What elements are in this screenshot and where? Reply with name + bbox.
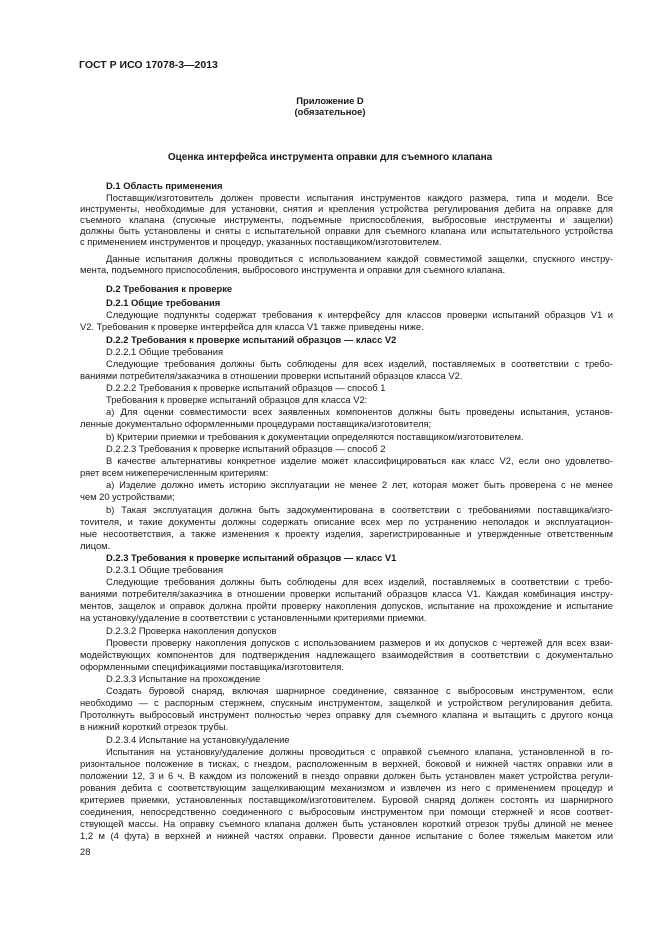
- main-title: Оценка интерфейса инструмента оправки для съемного клапана: [167, 152, 493, 163]
- section-heading: D.1 Область применения: [106, 180, 223, 191]
- section-heading: D.2 Требования к проверке: [106, 283, 233, 294]
- text-line: ряет всем нижеперечисленным критериям:: [80, 467, 269, 478]
- text-line: инструменты, необходимые для установки, снятия и крепления устройства регулирования дебита на оправке для: [80, 203, 613, 214]
- text-line: ризонтальное положение в тисках, с гнездом, расположенным в верхней, боковой и нижней частях оправки или в: [80, 758, 613, 769]
- page-number: 28: [80, 846, 91, 857]
- subsection-heading: D.2.1 Общие требования: [106, 297, 221, 308]
- text-line: V2. Требования к проверке интерфейса для класса V1 также приведены ниже.: [80, 321, 424, 332]
- text-line: оформленными спецификациями поставщика/изготовителя.: [80, 661, 344, 672]
- text-line: Следующие требования должны быть соблюдены для всех изделий, поставляемых в соответствии с требо-: [106, 576, 613, 587]
- subsection-heading: D.2.3 Требования к проверке испытаний образцов — класс V1: [106, 552, 397, 563]
- text-line: Создать буровой снаряд, включая шарнирное соединение, связанное с выбросовым инструментом, если: [106, 685, 613, 696]
- list-item: a) Изделие должно иметь историю эксплуатации не менее 2 лет, которая может быть проверена с не менее: [106, 479, 613, 490]
- list-item: b) Критерии приемки и требования к документации определяются поставщиком/изготовителем.: [106, 431, 524, 442]
- text-line: 1,2 м (4 фута) в верхней и нижней частях оправки. Провести данное испытание с более тяжелым макетом или: [80, 830, 613, 841]
- clause-heading: D.2.2.2 Требования к проверке испытаний образцов — способ 1: [106, 382, 386, 393]
- text-line: съемного клапана (спускные инструменты, подъемные приспособления, выбросовые инструменты и защелки): [80, 214, 613, 225]
- text-line: лицом.: [80, 540, 111, 551]
- appendix-status: (обязательное): [294, 106, 366, 117]
- text-line: необходимо — с распорным стержнем, спускным инструментом, защелкой и устройством регулирования дебита.: [80, 697, 613, 708]
- list-item: b) Такая эксплуатация должна быть задокументирована в соответствии с требованиями поставщика/изго-: [106, 504, 613, 515]
- clause-heading: D.2.3.2 Проверка накопления допусков: [106, 625, 277, 636]
- text-line: Поставщик/изготовитель должен провести испытания инструментов каждого размера, типа и модели. Все: [106, 192, 613, 203]
- text-line: в нижний короткий отрезок трубы.: [80, 721, 229, 732]
- text-line: Следующие подпункты содержат требования к интерфейсу для классов проверки испытаний образцов V1 и: [106, 309, 613, 320]
- document-header: ГОСТ Р ИСО 17078-3—2013: [79, 59, 218, 71]
- list-item: a) Для оценки совместимости всех заявленных компонентов должны быть проведены испытания, установ-: [106, 406, 613, 417]
- subsection-heading: D.2.2 Требования к проверке испытаний образцов — класс V2: [106, 334, 397, 345]
- text-line: на установку/удаление в соответствии с установленными критериями приемки.: [80, 612, 427, 623]
- text-line: В качестве альтернативы конкретное изделие может классифицироваться как класс V2, если оно удовлетво-: [106, 455, 613, 466]
- text-line: ментов, защелок и оправок должна пройти проверку накопления допусков, испытание на прохождение и испытание: [80, 600, 613, 611]
- text-line: Провести проверку накопления допусков с использованием размеров и их допусков с чертежей для всех взаи-: [106, 637, 613, 648]
- text-line: тovителя, и такие документы должны содержать описание всех мер по устранению неполадок и эксплуатацион-: [80, 516, 613, 527]
- text-line: ствующей массы. На оправку съемного клапана должен быть установлен короткий отрезок трубы длиной не менее: [80, 818, 613, 829]
- text-line: ные несоответствия, а также изменения к проекту изделия, зарегистрированные и утвержденные ответственным: [80, 528, 613, 539]
- text-line: соединения, непосредственно соединенного с выбросовым инструментом при помощи стержней и ясов соответ-: [80, 806, 613, 817]
- text-line: ваниями потребителя/заказчика в отношении проверки испытаний образцов класса V2.: [80, 370, 463, 381]
- text-line: критериев приемки, установленных поставщиком/изготовителем. Буровой снаряд должен состоять из шарнирного: [80, 794, 613, 805]
- clause-heading: D.2.3.3 Испытание на прохождение: [106, 673, 261, 684]
- text-line: мента, подъемного приспособления, выбросового инструмента и оправки для съемного клапана.: [80, 264, 506, 275]
- text-line: должны быть установлены и сняты с испытательной оправки для съемного клапана или испытательного устройства: [80, 225, 613, 236]
- appendix-title: Приложение D: [296, 95, 364, 106]
- clause-heading: D.2.3.1 Общие требования: [106, 564, 224, 575]
- text-line: Следующие требования должны быть соблюдены для всех изделий, поставляемых в соответствии с требо-: [106, 358, 613, 369]
- text-line: с применением инструментов и процедур, указанных поставщиком/изготовителем.: [80, 236, 442, 247]
- clause-heading: D.2.2.1 Общие требования: [106, 346, 224, 357]
- text-line: Протолкнуть выбросовый инструмент полностью через оправку для съемного клапана и вытащить с другого конца: [80, 709, 613, 720]
- text-line: Данные испытания должны проводиться с использованием каждой совместимой защелки, спускного инстру-: [106, 253, 613, 264]
- text-line: Требования к проверке испытаний образцов для класса V2:: [106, 394, 368, 405]
- text-line: чем 20 устройствами;: [80, 491, 175, 502]
- text-line: Испытания на установку/удаление должны проводиться с оправкой съемного клапана, установленной в го-: [106, 746, 613, 757]
- clause-heading: D.2.2.3 Требования к проверке испытаний образцов — способ 2: [106, 443, 386, 454]
- text-line: ваниями потребителя/заказчика в отношении проверки испытаний образцов класса V1. Каждая комбинация инстру-: [80, 588, 613, 599]
- text-line: ленные документально оформленными процедурами поставщика/изготовителя;: [80, 418, 432, 429]
- clause-heading: D.2.3.4 Испытание на установку/удаление: [106, 734, 290, 745]
- text-line: модействующих компонентов для подтверждения надлежащего взаимодействия в соответствии с документально: [80, 649, 613, 660]
- text-line: положении 12, 3 и 6 ч. В каждом из положений в гнездо оправки должен быть установлен макет устройства регули-: [80, 770, 613, 781]
- text-line: рования дебита с соответствующим защелкивающим механизмом и извлечен из него с применением процедур и: [80, 782, 613, 793]
